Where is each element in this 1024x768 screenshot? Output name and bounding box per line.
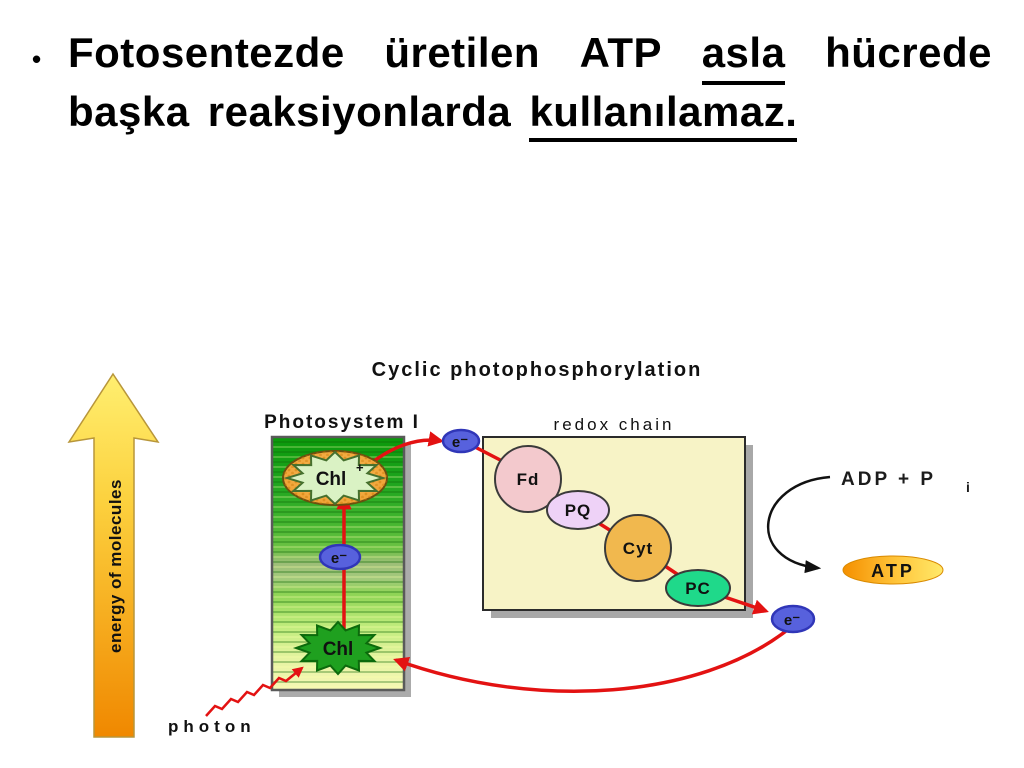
atp-label: ATP [871,561,915,581]
arrow-return-to-chl [396,631,786,691]
chl-label: Chl [322,639,354,660]
word: Fotosentezde [68,29,345,76]
atp-synthesis [768,469,970,584]
word: üretilen [384,29,541,76]
chl-excited-superscript: + [356,460,364,475]
photosystem-label: Photosystem I [264,412,420,433]
word-underlined: asla [702,26,786,85]
line2-text: başka reaksiyonlarda [68,88,530,135]
adp-subscript: i [966,479,970,495]
word: ATP [579,29,663,76]
electron-middle-label: e⁻ [330,550,348,567]
word-underlined: kullanılamaz. [529,88,797,142]
node-fd-label: Fd [516,470,540,489]
chlorophyll-excited [283,451,387,505]
arrow-adp-to-atp [768,477,830,568]
bullet-marker: • [32,44,42,74]
energy-axis-label: energy of molecules [106,479,125,653]
node-pq-label: PQ [564,501,592,520]
electron-bottom-label: e⁻ [783,612,801,629]
adp-label: ADP + P [841,469,937,490]
word: hücrede [825,29,992,76]
photon-label: photon [168,717,256,736]
redox-chain-label: redox chain [553,415,675,434]
node-pc-label: PC [685,579,711,598]
diagram-title: Cyclic photophosphorylation [371,359,703,381]
chl-excited-label: Chl [315,469,347,490]
electron-top-label: e⁻ [451,434,469,451]
node-cyt-label: Cyt [622,539,654,558]
energy-arrow [69,374,158,737]
